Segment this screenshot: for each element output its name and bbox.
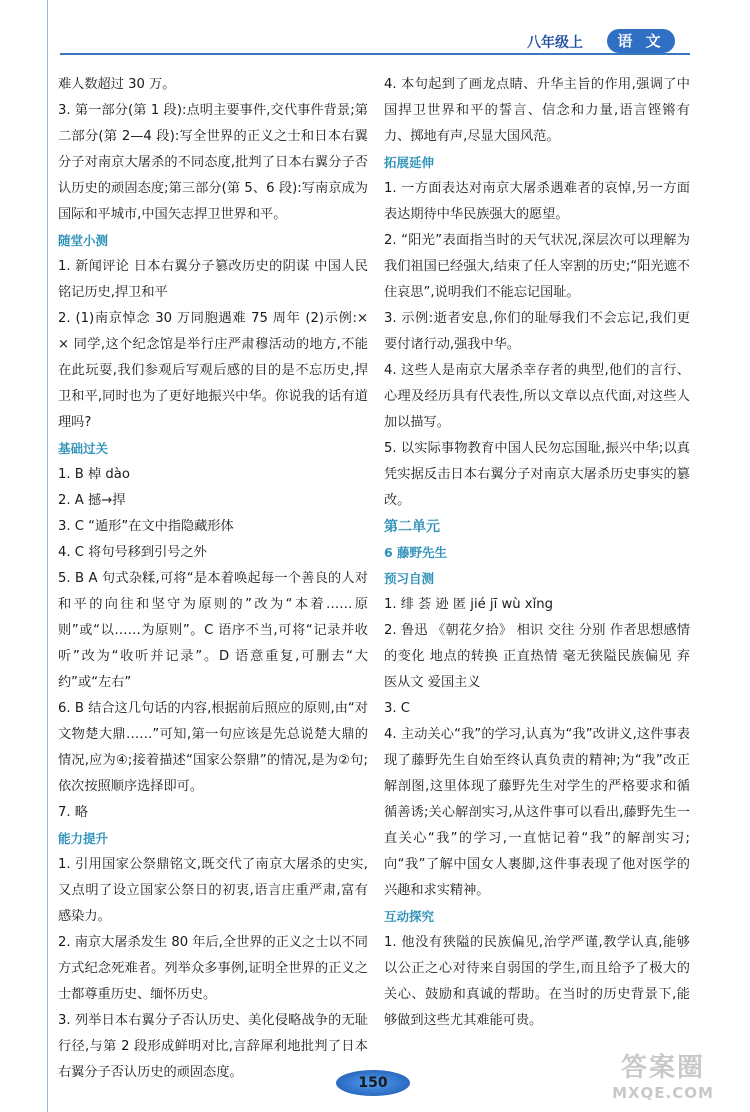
grade-label: 八年级上 [527,35,583,51]
answer-text: 4. 本句起到了画龙点睛、升华主旨的作用,强调了中国捍卫世界和平的誓言、信念和力量,语言铿锵有力、掷地有声,尽显大国风范。 [384,77,690,144]
watermark-text: 答案圈 [620,1053,705,1083]
margin-line [47,0,48,1112]
answer-text: 3. 第一部分(第 1 段):点明主要事件,交代事件背景;第二部分(第 2—4 段):写全世界的正义之士和日本右翼分子对南京大屠杀的不同态度,批判了日本右翼分子否认历史的顽固态度;第三部分(第 5、6 段):写南京成为国际和平城市,中国矢志捍卫世界和平。 [58,103,368,222]
section-heading: 预习自测 [384,571,435,586]
answer-text: 2. (1)南京悼念 30 万同胞遇难 75 周年 (2)示例:× × 同学,这个纪念馆是举行庄严肃穆活动的地方,不能在此玩耍,我们参观后写观后感的目的是不忘历史,捍卫和平,同时也为了更好地振兴中华。你说我的话有道理吗? [58,311,368,430]
header-rule [60,53,690,55]
unit-title: 第二单元 [384,519,440,535]
section-heading: 互动探究 [384,909,435,924]
subject-badge: 语 文 [607,29,675,53]
answer-text: 2. 鲁迅 《朝花夕拾》 相识 交往 分别 作者思想感情的变化 地点的转换 正直热情 毫无狭隘民族偏见 弃医从文 爱国主义 [384,623,690,690]
answer-text: 6. B 结合这几句话的内容,根据前后照应的原则,由“对文物楚大鼎……”可知,第一句应该是先总说楚大鼎的情况,应为④;接着描述“国家公祭鼎”的情况,是为②句;依次按照顺序选择即可。 [58,701,368,794]
section-heading: 拓展延伸 [384,155,435,170]
answer-text: 1. 引用国家公祭鼎铭文,既交代了南京大屠杀的史实,又点明了设立国家公祭日的初衷,语言庄重严肃,富有感染力。 [58,857,368,924]
answer-text: 7. 略 [58,805,88,820]
lesson-title: 6 藤野先生 [384,545,448,560]
section-heading: 基础过关 [58,441,109,456]
section-heading: 随堂小测 [58,233,109,248]
answer-text: 2. A 撼→捍 [58,493,126,508]
answer-text: 3. C “遁形”在文中指隐藏形体 [58,519,234,534]
answer-text: 1. 绯 荟 逊 匿 jié jī wù xǐng [384,597,553,612]
section-heading: 能力提升 [58,831,109,846]
answer-text: 3. 列举日本右翼分子否认历史、美化侵略战争的无耻行径,与第 2 段形成鲜明对比,言辞犀利地批判了日本右翼分子否认历史的顽固态度。 [58,1013,368,1080]
answer-text: 1. 他没有狭隘的民族偏见,治学严谨,教学认真,能够以公正之心对待来自弱国的学生,而且给予了极大的关心、鼓励和真诚的帮助。在当时的历史背景下,能够做到这些尤其难能可贵。 [384,935,690,1028]
answer-text: 4. 这些人是南京大屠杀幸存者的典型,他们的言行、心理及经历具有代表性,所以文章以点代面,对这些人加以描写。 [384,363,690,430]
watermark-logo [588,1052,738,1108]
answer-text: 1. 一方面表达对南京大屠杀遇难者的哀悼,另一方面表达期待中华民族强大的愿望。 [384,181,690,222]
answer-text: 1. 新闻评论 日本右翼分子篡改历史的阴谋 中国人民铭记历史,捍卫和平 [58,259,368,300]
answer-text: 5. 以实际事物教育中国人民勿忘国耻,振兴中华;以真凭实据反击日本右翼分子对南京大屠杀历史事实的篡改。 [384,441,690,508]
page-number: 150 [336,1070,410,1096]
answer-text: 4. 主动关心“我”的学习,认真为“我”改讲义,这件事表现了藤野先生自始至终认真负责的精神;为“我”改正解剖图,这里体现了藤野先生对学生的严格要求和循循善诱;关心解剖实习,从这件事可以看出,藤野先生一直关心“我”的学习,一直惦记着“我”的解剖实习;向“我”了解中国女人裹脚,这件事表现了他对医学的兴趣和求实精神。 [384,727,690,898]
right-column [384,72,690,1034]
answer-text: 1. B 棹 dào [58,467,130,482]
left-column [58,72,368,1086]
answer-text: 3. 示例:逝者安息,你们的耻辱我们不会忘记,我们更要付诸行动,强我中华。 [384,311,690,352]
answer-text: 4. C 将句号移到引号之外 [58,545,207,560]
answer-text: 3. C [384,701,410,716]
answer-text: 难人数超过 30 万。 [58,77,176,92]
answer-text: 5. B A 句式杂糅,可将“是本着唤起每一个善良的人对和平的向往和坚守为原则的”改为“本着……原则”或“以……为原则”。C 语序不当,可将“记录并收听”改为“收听并记录”。D 语意重复,可删去“大约”或“左右” [58,571,368,690]
answer-text: 2. 南京大屠杀发生 80 年后,全世界的正义之士以不同方式纪念死难者。列举众多事例,证明全世界的正义之士都尊重历史、缅怀历史。 [58,935,368,1002]
watermark-url: MXQE.COM [612,1084,714,1102]
answer-text: 2. “阳光”表面指当时的天气状况,深层次可以理解为我们祖国已经强大,结束了任人宰割的历史;“阳光遮不住哀思”,说明我们不能忘记国耻。 [384,233,690,300]
